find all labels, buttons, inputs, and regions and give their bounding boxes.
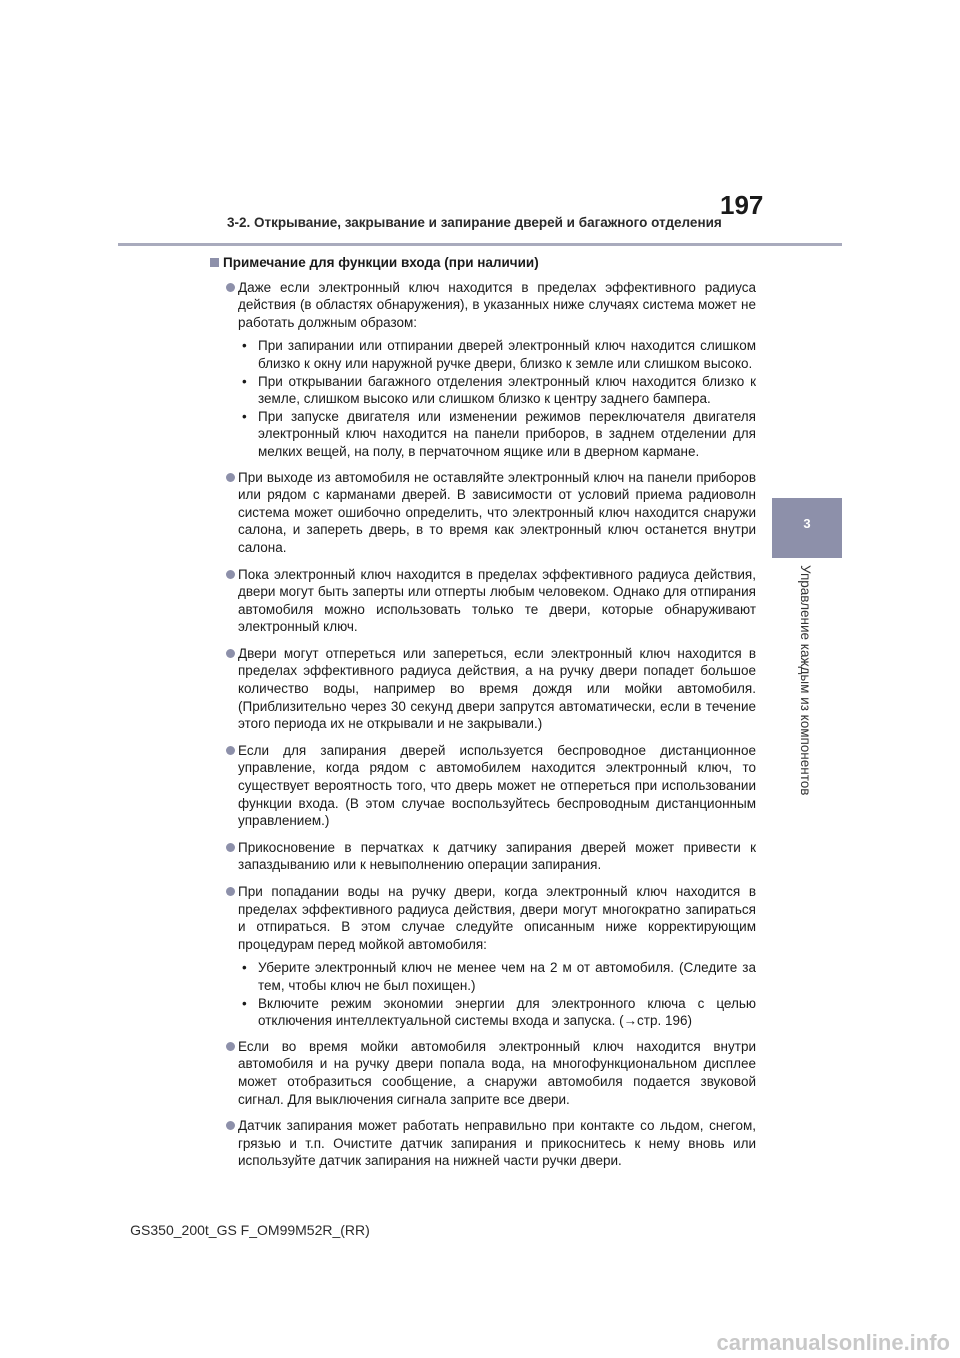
chapter-tab[interactable]: [772, 498, 842, 558]
sub-list-item: [210, 408, 756, 461]
content-area: [210, 254, 756, 1179]
paragraph-text: Если для запирания дверей используется беспроводное дистанционное управление, когда рядом с автомобилем находится электронный ключ, то существует вероятность того, что дверь может не отпереться при использовании функции входа. (В этом случае воспользуйтесь беспроводным дистанционным управлением.): [238, 742, 756, 829]
chapter-label: Управление каждым из компонентов: [798, 565, 813, 796]
paragraph-text: Если во время мойки автомобиля электронный ключ находится внутри автомобиля и на ручку двери попала вода, на многофункциональном дисплее может отобразиться сообщение, а снаружи автомобиля подается звуковой сигнал. Для выключения сигнала заприте все двери.: [238, 1038, 756, 1107]
watermark: carmanualsonline.info: [716, 1330, 950, 1355]
sub-list-text: При запирании или отпирании дверей электронный ключ находится слишком близко к окну или наружной ручке двери, близко к земле или слишком высоко.: [258, 338, 756, 371]
section-heading-text: Примечание для функции входа (при наличии): [223, 255, 539, 270]
page-number: 197: [720, 190, 764, 220]
sub-list: [210, 337, 756, 460]
manual-code: GS350_200t_GS F_OM99M52R_(RR): [130, 1222, 370, 1238]
small-bullet-icon: •: [242, 373, 247, 389]
small-bullet-icon: •: [242, 408, 247, 424]
small-bullet-icon: •: [242, 338, 247, 354]
round-bullet-icon: [226, 887, 235, 896]
paragraph-item: [210, 279, 756, 332]
round-bullet-icon: [226, 746, 235, 755]
sub-list-text: Уберите электронный ключ не менее чем на 2 м от автомобиля. (Следите за тем, чтобы ключ не был похищен.): [258, 960, 756, 993]
header-rule: [118, 243, 842, 246]
paragraph-text: При выходе из автомобиля не оставляйте электронный ключ на панели приборов или рядом с карманами дверей. В зависимости от условий приема радиоволн система может ошибочно определить, что электронный ключ находится снаружи салона, и запереть дверь, в то время как электронный ключ останется внутри салона.: [238, 469, 756, 555]
section-title: 3-2. Открывание, закрывание и запирание дверей и багажного отделения: [227, 215, 722, 230]
sub-list-item: [210, 995, 756, 1030]
paragraph-item: [210, 469, 756, 557]
paragraph-list: [210, 279, 756, 1170]
paragraph-text: Прикосновение в перчатках к датчику запирания дверей может привести к запаздыванию или к невыполнению операции запирания.: [238, 839, 756, 873]
round-bullet-icon: [226, 283, 235, 292]
round-bullet-icon: [226, 473, 235, 482]
chapter-number: 3: [803, 516, 811, 531]
paragraph-item: [210, 566, 756, 636]
paragraph-item: [210, 1117, 756, 1170]
paragraph-item: [210, 883, 756, 953]
sub-list: [210, 959, 756, 1029]
round-bullet-icon: [226, 649, 235, 658]
sub-list-text: При открывании багажного отделения электронный ключ находится близко к земле, слишком высоко или слишком близко к центру заднего бампера.: [258, 373, 756, 407]
round-bullet-icon: [226, 843, 235, 852]
paragraph-item: [210, 645, 756, 733]
section-heading: [210, 254, 756, 272]
paragraph-item: [210, 1038, 756, 1108]
square-bullet-icon: [210, 258, 219, 267]
sub-list-item: [210, 959, 756, 994]
small-bullet-icon: •: [242, 995, 247, 1011]
paragraph-item: [210, 839, 756, 874]
sub-list-item: [210, 373, 756, 408]
paragraph-text: Двери могут отпереться или запереться, если электронный ключ находится в пределах эффективного радиуса действия, а на ручку двери попадет большое количество воды, например во время дождя или мойки автомобиля. (Приблизительно через 30 секунд двери запрутся автоматически, если в течение этого периода их не открывали и не закрывали.): [238, 645, 756, 732]
sub-list-text: Включите режим экономии энергии для электронного ключа с целью отключения интеллектуальной системы входа и запуска. (→стр. 196): [258, 995, 756, 1029]
round-bullet-icon: [226, 1042, 235, 1051]
paragraph-item: [210, 742, 756, 830]
round-bullet-icon: [226, 1121, 235, 1130]
small-bullet-icon: •: [242, 960, 247, 976]
paragraph-text: При попадании воды на ручку двери, когда электронный ключ находится в пределах эффективного радиуса действия, двери могут многократно запираться и отпираться. В этом случае следуйте описанным ниже корректирующим процедурам перед мойкой автомобиля:: [238, 884, 756, 952]
paragraph-text: Пока электронный ключ находится в пределах эффективного радиуса действия, двери могут быть заперты или отперты любым человеком. Однако для отпирания автомобиля можно использовать только те двери, которые обнаруживают электронный ключ.: [238, 566, 756, 635]
sub-list-text: При запуске двигателя или изменении режимов переключателя двигателя электронный ключ находится на панели приборов, в заднем отделении для мелких вещей, на полу, в перчаточном ящике или в дверном кармане.: [258, 408, 756, 459]
sub-list-item: [210, 337, 756, 372]
paragraph-text: Датчик запирания может работать неправильно при контакте со льдом, снегом, грязью и т.п. Очистите датчик запирания и прикоснитесь к нему вновь или используйте датчик запирания на нижней части ручки двери.: [238, 1118, 756, 1169]
paragraph-text: Даже если электронный ключ находится в пределах эффективного радиуса действия (в областях обнаружения), в указанных ниже случаях система может не работать должным образом:: [238, 279, 756, 330]
round-bullet-icon: [226, 570, 235, 579]
